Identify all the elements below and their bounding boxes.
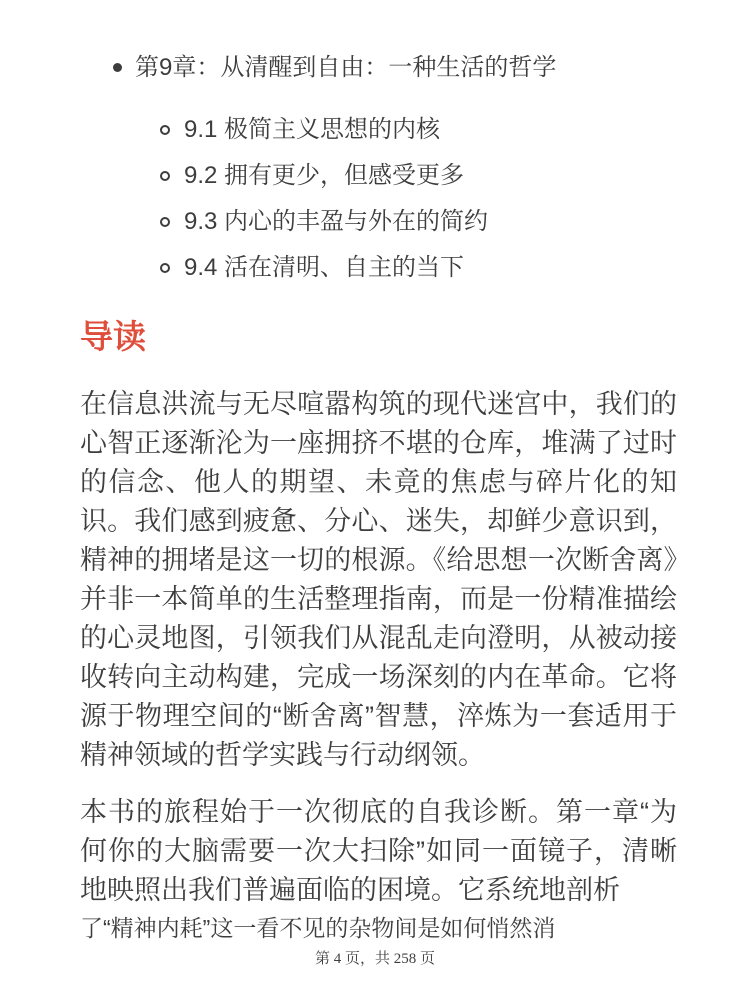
toc-section-item: [160, 117, 676, 142]
toc-section-label: 9.2 拥有更少，但感受更多: [184, 162, 465, 189]
toc-chapter-label: 第9章：从清醒到自由：一种生活的哲学: [135, 54, 557, 81]
toc-section-item: [160, 209, 676, 234]
toc-section-label: 9.4 活在清明、自主的当下: [184, 254, 465, 281]
bullet-disc-icon: [113, 63, 122, 72]
toc-section-label: 9.1 极简主义思想的内核: [184, 116, 441, 143]
table-of-contents: [80, 53, 676, 280]
body-paragraph-continuation: 了“精神内耗”这一看不见的杂物间是如何悄然消: [80, 915, 556, 941]
toc-chapter-item: [80, 53, 676, 82]
section-heading: 导读: [80, 318, 146, 355]
toc-section-list: [80, 117, 676, 280]
toc-section-label: 9.3 内心的丰盈与外在的简约: [184, 208, 489, 235]
toc-section-item: [160, 255, 676, 280]
toc-section-item: [160, 163, 676, 188]
bullet-circle-icon: [160, 171, 170, 181]
bullet-circle-icon: [160, 263, 170, 273]
bullet-circle-icon: [160, 125, 170, 135]
body-paragraph: 在信息洪流与无尽喧嚣构筑的现代迷宫中，我们的心智正逐渐沦为一座拥挤不堪的仓库，堆满了过时的信念、他人的期望、未竟的焦虑与碎片化的知识。我们感到疲惫、分心、迷失，却鲜少意识到，精神的拥堵是这一切的根源。《给思想一次断舍离》并非一本简单的生活整理指南，而是一份精准描绘的心灵地图，引领我们从混乱走向澄明，从被动接收转向主动构建，完成一场深刻的内在革命。它将源于物理空间的“断舍离”智慧，淬炼为一套适用于精神领域的哲学实践与行动纲领。: [80, 389, 677, 770]
body-paragraph: 本书的旅程始于一次彻底的自我诊断。第一章“为何你的大脑需要一次大扫除”如同一面镜子，清晰地映照出我们普遍面临的困境。它系统地剖析: [80, 797, 677, 905]
page-number-indicator: 第 4 页，共 258 页: [314, 951, 435, 967]
bullet-circle-icon: [160, 217, 170, 227]
